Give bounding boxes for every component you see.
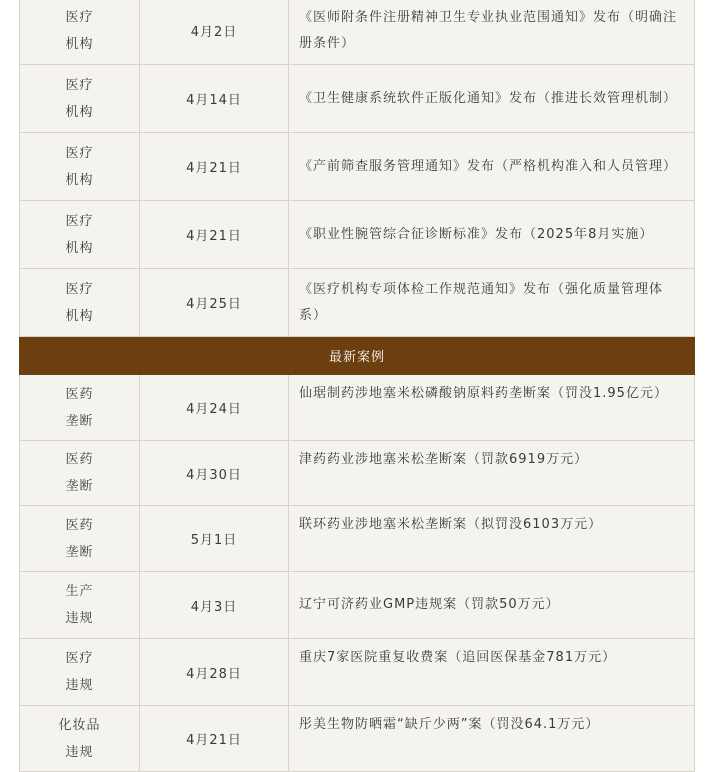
section-header-row [20,337,695,375]
table-row [20,441,695,506]
description-cell: 彤美生物防晒霜“缺斤少两”案（罚没64.1万元） [289,706,695,772]
date-cell: 4月21日 [140,706,289,772]
regulatory-table [19,0,695,772]
table-row [20,375,695,441]
table-row [20,706,695,772]
table-row [20,506,695,572]
description-cell: 仙琚制药涉地塞米松磷酸钠原料药垄断案（罚没1.95亿元） [289,375,695,441]
table-row [20,65,695,133]
description-cell: 辽宁可济药业GMP违规案（罚款50万元） [289,572,695,639]
category-cell: 医疗 机构 [20,133,140,201]
table-row [20,572,695,639]
date-cell: 4月24日 [140,375,289,441]
date-cell: 4月21日 [140,133,289,201]
category-cell: 医疗 机构 [20,201,140,269]
table-row [20,269,695,337]
description-cell: 津药药业涉地塞米松垄断案（罚款6919万元） [289,441,695,506]
table-row [20,639,695,706]
table-row [20,201,695,269]
section-title: 最新案例 [20,337,695,375]
date-cell: 4月25日 [140,269,289,337]
date-cell: 4月28日 [140,639,289,706]
category-cell: 生产 违规 [20,572,140,639]
category-cell: 化妆品 违规 [20,706,140,772]
date-cell: 4月14日 [140,65,289,133]
category-cell: 医药 垄断 [20,506,140,572]
date-cell: 5月1日 [140,506,289,572]
date-cell: 4月21日 [140,201,289,269]
description-cell: 《医师附条件注册精神卫生专业执业范围通知》发布（明确注册条件） [289,0,695,65]
table-row [20,133,695,201]
description-cell: 重庆7家医院重复收费案（追回医保基金781万元） [289,639,695,706]
description-cell: 《职业性腕管综合征诊断标准》发布（2025年8月实施） [289,201,695,269]
date-cell: 4月2日 [140,0,289,65]
description-cell: 《产前筛查服务管理通知》发布（严格机构准入和人员管理） [289,133,695,201]
description-cell: 《卫生健康系统软件正版化通知》发布（推进长效管理机制） [289,65,695,133]
category-cell: 医疗 机构 [20,0,140,65]
category-cell: 医药 垄断 [20,441,140,506]
date-cell: 4月3日 [140,572,289,639]
description-cell: 《医疗机构专项体检工作规范通知》发布（强化质量管理体系） [289,269,695,337]
category-cell: 医疗 违规 [20,639,140,706]
category-cell: 医药 垄断 [20,375,140,441]
date-cell: 4月30日 [140,441,289,506]
category-cell: 医疗 机构 [20,269,140,337]
category-cell: 医疗 机构 [20,65,140,133]
description-cell: 联环药业涉地塞米松垄断案（拟罚没6103万元） [289,506,695,572]
table-row [20,0,695,65]
